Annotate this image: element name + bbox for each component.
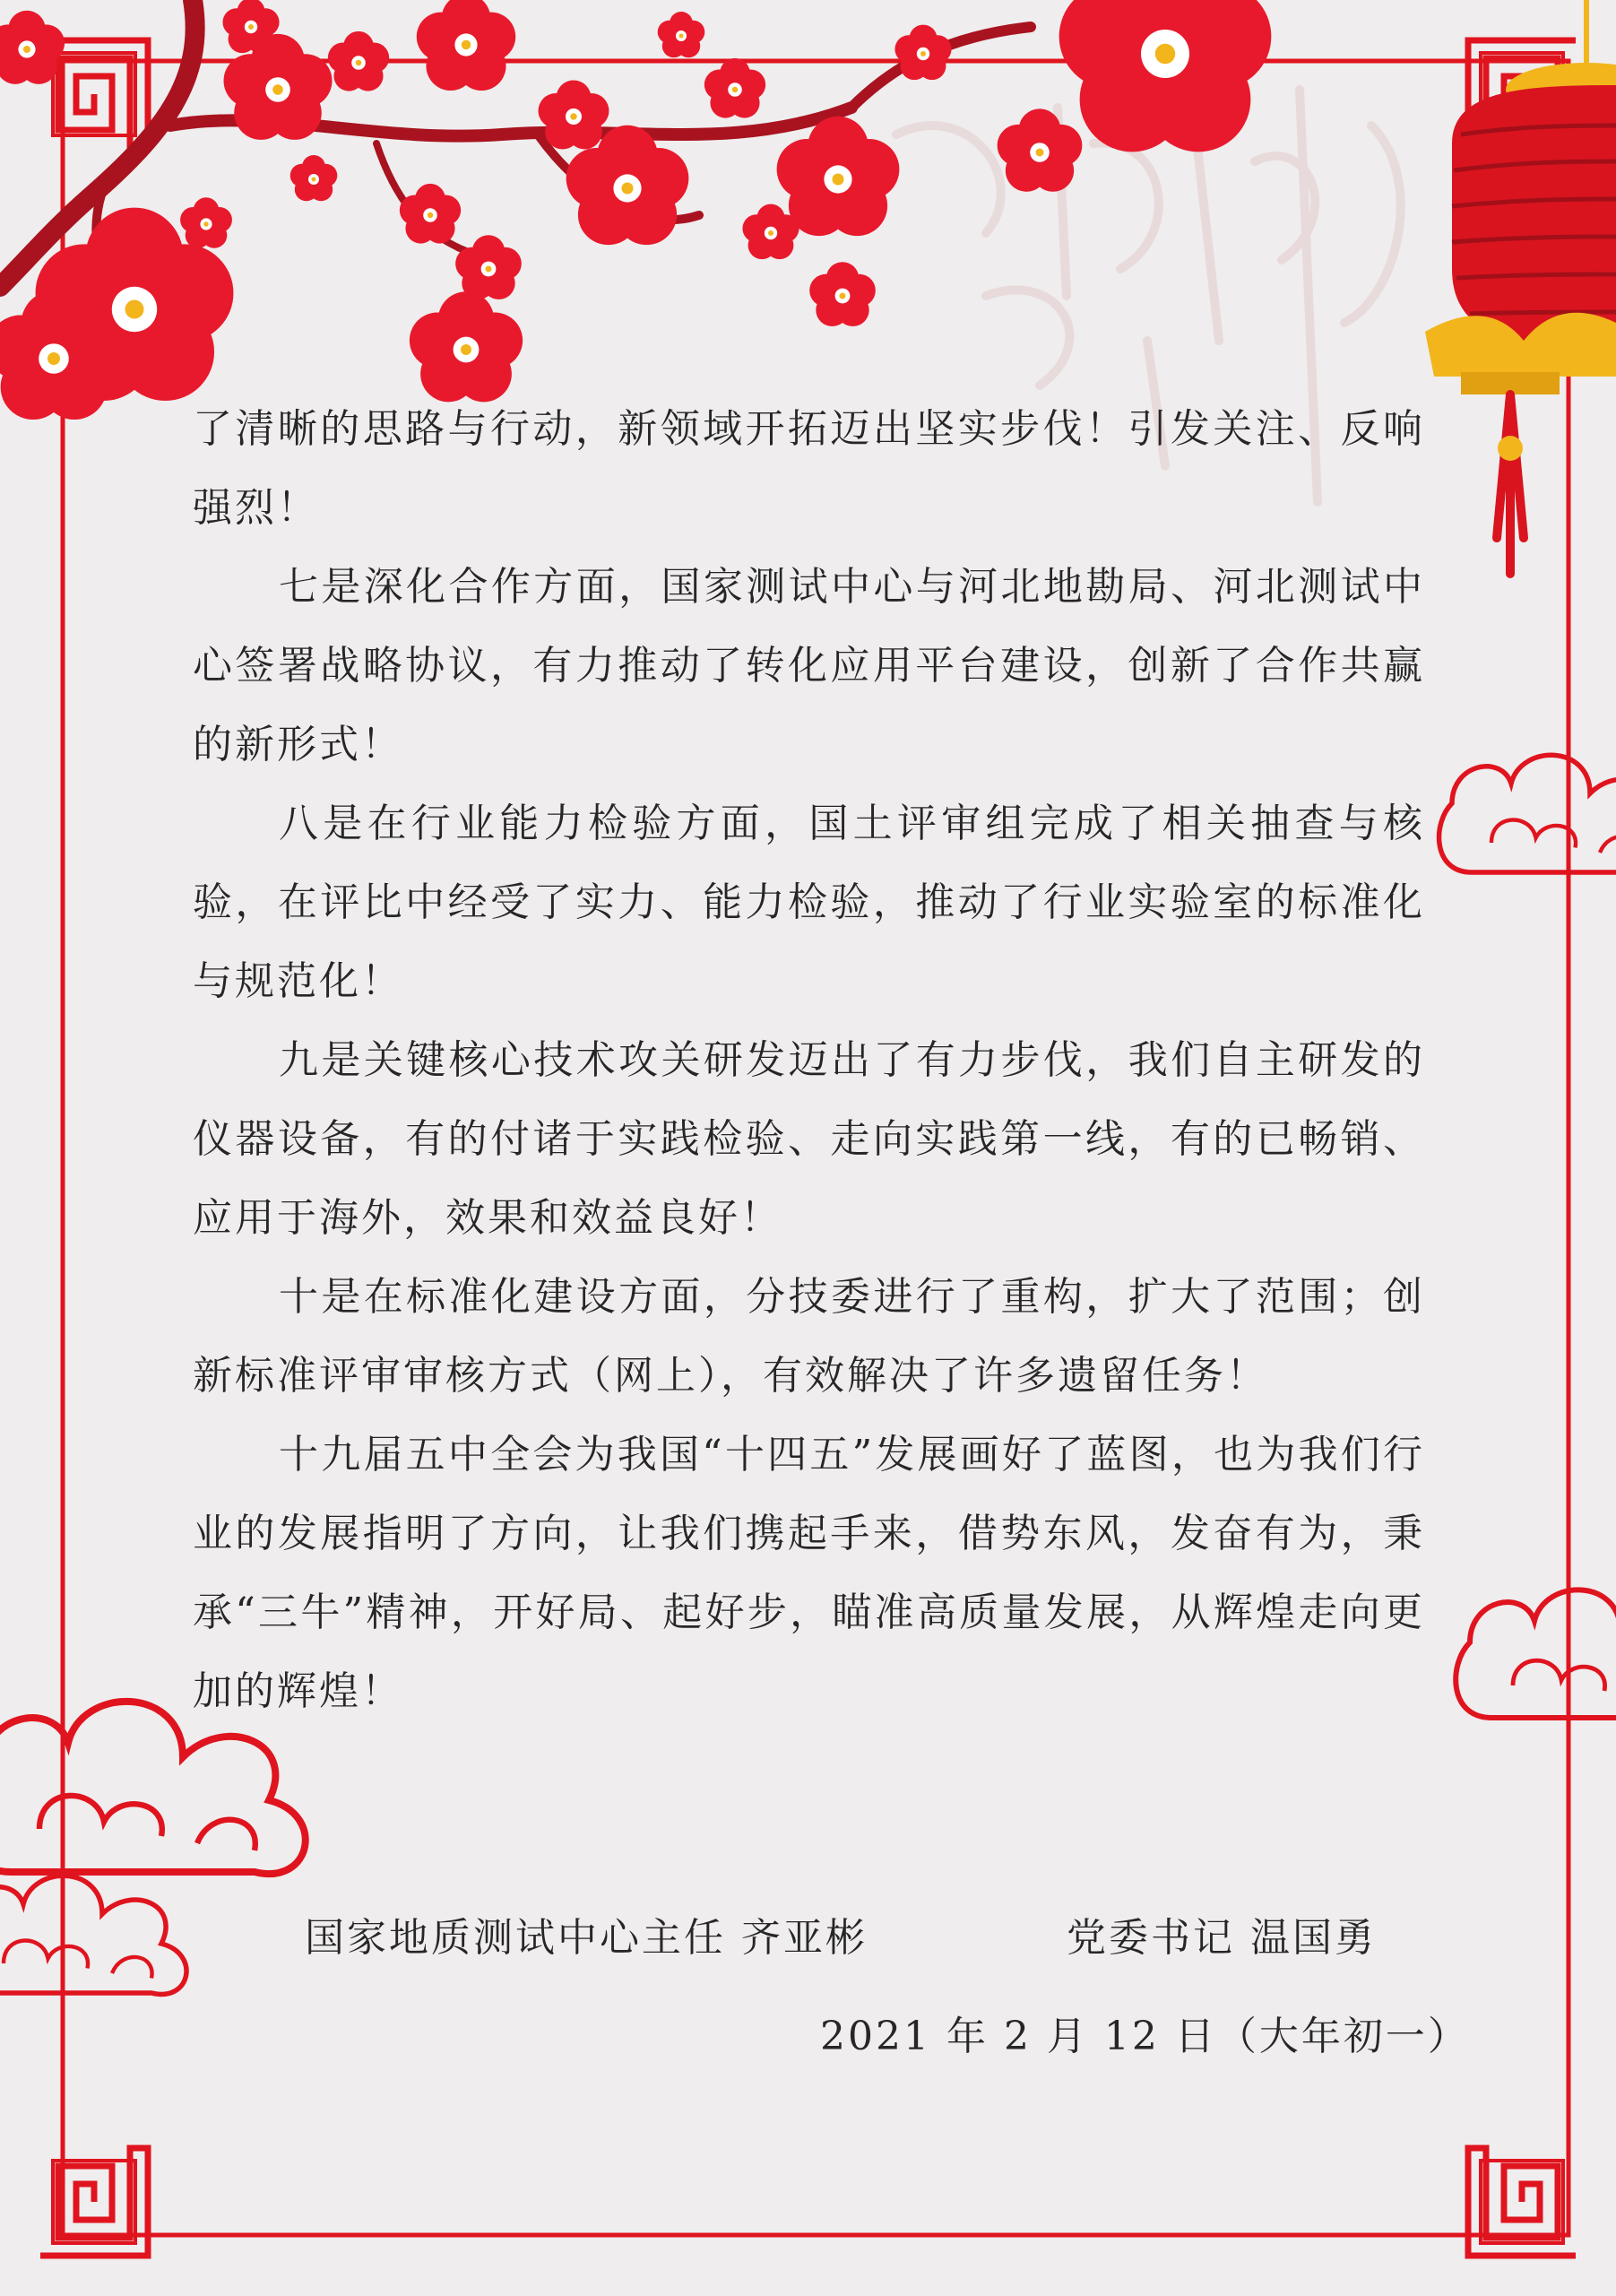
corner-fret-bottom-right xyxy=(1468,2148,1576,2256)
letter-date: 2021 年 2 月 12 日（大年初一） xyxy=(820,2014,1470,2059)
paragraph-1: 了清晰的思路与行动，新领域开拓迈出坚实步伐！引发关注、反响强烈！ xyxy=(193,406,1425,531)
signature-director: 国家地质测试中心主任 齐亚彬 xyxy=(305,1915,868,1961)
letter-body xyxy=(193,390,1425,1731)
paragraph-2: 七是深化合作方面，国家测试中心与河北地勘局、河北测试中心签署战略协议，有力推动了转化应用平台建设，创新了合作共赢的新形式！ xyxy=(193,564,1425,767)
paragraph-3: 八是在行业能力检验方面，国土评审组完成了相关抽查与核验，在评比中经受了实力、能力检验，推动了行业实验室的标准化与规范化！ xyxy=(193,801,1425,1004)
signature-party-secretary: 党委书记 温国勇 xyxy=(1067,1915,1377,1961)
corner-fret-bottom-left xyxy=(40,2148,148,2256)
paragraph-5: 十是在标准化建设方面，分技委进行了重构，扩大了范围；创新标准评审审核方式（网上），有效解决了许多遗留任务！ xyxy=(193,1274,1425,1399)
paragraph-4: 九是关键核心技术攻关研发迈出了有力步伐，我们自主研发的仪器设备，有的付诸于实践检验、走向实践第一线，有的已畅销、应用于海外，效果和效益良好！ xyxy=(193,1037,1425,1241)
paragraph-6: 十九届五中全会为我国“十四五”发展画好了蓝图，也为我们行业的发展指明了方向，让我们携起手来，借势东风，发奋有为，秉承“三牛”精神，开好局、起好步，瞄准高质量发展，从辉煌走向更加的辉煌！ xyxy=(193,1432,1425,1714)
